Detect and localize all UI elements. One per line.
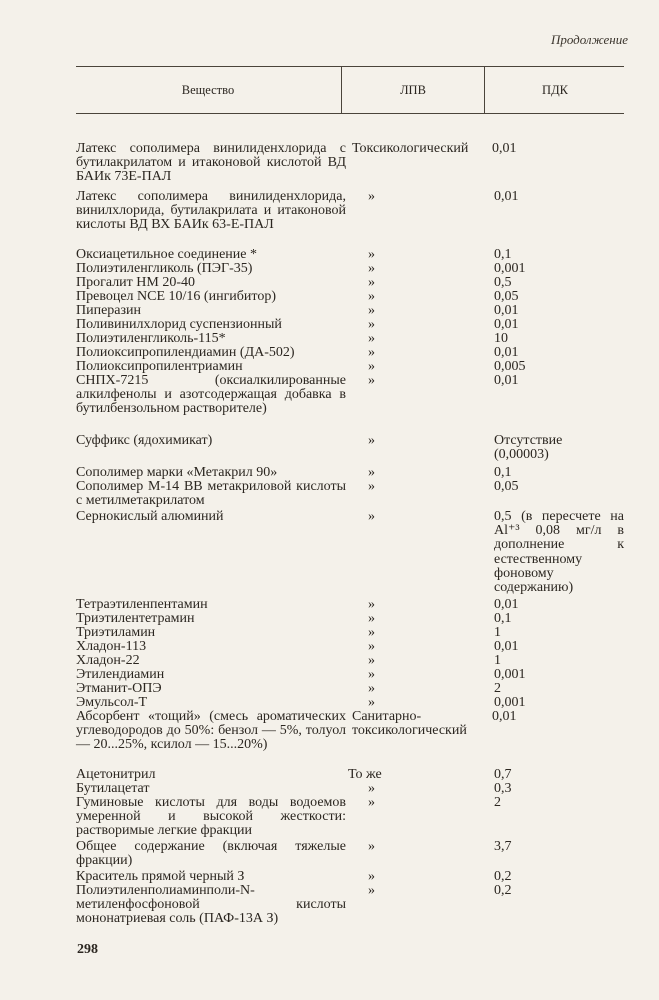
- pdk-cell: 0,5 (в пересчете на Al⁺³ 0,08 мг/л в дополнение к естественному фоновому содержанию): [494, 509, 624, 596]
- lpv-cell: »: [368, 653, 375, 668]
- lpv-cell: »: [368, 869, 375, 884]
- table-row: [76, 796, 636, 840]
- lpv-cell: »: [368, 781, 375, 796]
- pdk-cell: 2: [494, 795, 501, 810]
- table-row: [76, 696, 636, 710]
- pdk-cell: 0,2: [494, 883, 512, 898]
- pdk-cell: 0,01: [494, 373, 519, 388]
- lpv-cell: »: [368, 465, 375, 480]
- lpv-cell: »: [368, 261, 375, 276]
- lpv-cell: »: [368, 289, 375, 304]
- lpv-cell: »: [368, 331, 375, 346]
- header-lpv: ЛПВ: [341, 67, 484, 113]
- substance-cell: Оксиацетильное соединение *: [76, 247, 257, 262]
- substance-cell: Полиэтиленгликоль (ПЭГ-35): [76, 261, 253, 276]
- table-row: [76, 374, 636, 434]
- table-row: [76, 434, 636, 466]
- substance-cell: Эмульсол-Т: [76, 695, 148, 710]
- pdk-cell: 0,01: [494, 639, 519, 654]
- table-row: [76, 360, 636, 374]
- lpv-cell: »: [368, 479, 375, 494]
- lpv-cell: »: [368, 317, 375, 332]
- table-row: [76, 346, 636, 360]
- substance-cell: Полиэтиленгликоль-115*: [76, 331, 226, 346]
- substance-cell: Этманит-ОПЭ: [76, 681, 162, 696]
- lpv-cell: »: [368, 795, 375, 810]
- pdk-cell: 0,05: [494, 479, 519, 494]
- substance-cell: СНПХ-7215 (оксиалкилированные алкилфенолы и азотсодержащая добавка в бутилбензольном растворителе): [76, 373, 346, 417]
- pdk-cell: 0,05: [494, 289, 519, 304]
- lpv-cell: »: [368, 275, 375, 290]
- table-row: [76, 598, 636, 612]
- lpv-cell: »: [368, 681, 375, 696]
- substance-cell: Полиоксипропилентриамин: [76, 359, 243, 374]
- pdk-cell: 1: [494, 653, 501, 668]
- substance-cell: Пиперазин: [76, 303, 142, 318]
- table-row: [76, 142, 636, 190]
- substance-cell: Абсорбент «тощий» (смесь ароматических углеводородов до 50%: бензол — 5%, толуол — 20...25%, ксилол — 15...20%): [76, 709, 346, 753]
- pdk-cell: 0,3: [494, 781, 512, 796]
- table-row: [76, 654, 636, 668]
- pdk-cell: 0,01: [494, 189, 519, 204]
- lpv-cell: »: [368, 509, 375, 524]
- substance-cell: Суффикс (ядохимикат): [76, 433, 213, 448]
- table-row: [76, 640, 636, 654]
- lpv-cell: »: [368, 373, 375, 388]
- lpv-cell: »: [368, 839, 375, 854]
- substance-cell: Латекс сополимера винилиденхлорида, винилхлорида, бутилакрилата и итаконовой кислоты ВД ВХ БАИк 63-Е-ПАЛ: [76, 189, 346, 233]
- pdk-cell: 0,01: [494, 345, 519, 360]
- table-row: [76, 262, 636, 276]
- continuation-label: Продолжение: [550, 32, 628, 47]
- table-row: [76, 710, 636, 768]
- table-row: [76, 332, 636, 346]
- pdk-cell: Отсутствие (0,00003): [494, 433, 563, 463]
- pdk-cell: 3,7: [494, 839, 512, 854]
- lpv-cell: »: [368, 883, 375, 898]
- substance-cell: Ацетонитрил: [76, 767, 156, 782]
- table-row: [76, 782, 636, 796]
- substance-cell: Триэтиламин: [76, 625, 156, 640]
- table-row: [76, 682, 636, 696]
- lpv-cell: »: [368, 597, 375, 612]
- lpv-cell: »: [368, 695, 375, 710]
- table-body: [76, 142, 636, 928]
- table-header: [76, 66, 624, 114]
- pdk-cell: 0,001: [494, 261, 526, 276]
- substance-cell: Полиоксипропилендиамин (ДА-502): [76, 345, 295, 360]
- pdk-cell: 0,001: [494, 695, 526, 710]
- pdk-cell: 0,7: [494, 767, 512, 782]
- table-row: [76, 870, 636, 884]
- substance-cell: Этилендиамин: [76, 667, 165, 682]
- substance-cell: Хладон-113: [76, 639, 147, 654]
- substance-cell: Триэтилентетрамин: [76, 611, 195, 626]
- pdk-cell: 0,001: [494, 667, 526, 682]
- substance-cell: Сернокислый алюминий: [76, 509, 224, 524]
- substance-cell: Поливинилхлорид суспензионный: [76, 317, 282, 332]
- substance-cell: Бутилацетат: [76, 781, 150, 796]
- table-row: [76, 626, 636, 640]
- substance-cell: Гуминовые кислоты для воды водоемов умеренной и высокой жесткости: растворимые легкие фракции: [76, 795, 346, 839]
- lpv-cell: »: [368, 433, 375, 448]
- substance-cell: Латекс сополимера винилиденхлорида с бутилакрилатом и итаконовой кислотой ВД БАИк 73Е-ПАЛ: [76, 141, 346, 185]
- lpv-cell: »: [368, 639, 375, 654]
- table-row: [76, 612, 636, 626]
- lpv-cell: »: [368, 667, 375, 682]
- table-row: [76, 276, 636, 290]
- lpv-cell: »: [368, 303, 375, 318]
- header-pdk: ПДК: [484, 67, 625, 113]
- pdk-cell: 0,1: [494, 465, 512, 480]
- table-row: [76, 190, 636, 248]
- header-substance: Вещество: [181, 82, 235, 97]
- table-row: [76, 466, 636, 480]
- pdk-cell: 1: [494, 625, 501, 640]
- table-row: [76, 510, 636, 598]
- pdk-cell: 0,005: [494, 359, 526, 374]
- table-row: [76, 318, 636, 332]
- pdk-cell: 0,01: [494, 303, 519, 318]
- table-row: [76, 480, 636, 510]
- lpv-cell: »: [368, 611, 375, 626]
- lpv-cell: »: [368, 189, 375, 204]
- table-row: [76, 884, 636, 928]
- lpv-cell: То же: [348, 767, 382, 782]
- pdk-cell: 0,2: [494, 869, 512, 884]
- table-row: [76, 768, 636, 782]
- substance-cell: Сополимер М-14 ВВ метакриловой кислоты с метилметакрилатом: [76, 479, 346, 509]
- table-row: [76, 290, 636, 304]
- pdk-cell: 0,1: [494, 247, 512, 262]
- table-row: [76, 248, 636, 262]
- table-row: [76, 668, 636, 682]
- lpv-cell: »: [368, 625, 375, 640]
- substance-cell: Полиэтиленполиаминполи-N-метиленфосфоновой кислоты мононатриевая соль (ПАФ-13А З): [76, 883, 346, 927]
- pdk-cell: 2: [494, 681, 501, 696]
- table-row: [76, 304, 636, 318]
- lpv-cell: »: [368, 345, 375, 360]
- substance-cell: Прогалит НМ 20-40: [76, 275, 196, 290]
- pdk-cell: 0,01: [494, 317, 519, 332]
- lpv-cell: »: [368, 247, 375, 262]
- substance-cell: Сополимер марки «Метакрил 90»: [76, 465, 278, 480]
- lpv-cell: »: [368, 359, 375, 374]
- lpv-cell: Токсикологический: [352, 141, 469, 156]
- substance-cell: Краситель прямой черный З: [76, 869, 245, 884]
- substance-cell: Превоцел NCE 10/16 (ингибитор): [76, 289, 277, 304]
- page-number: 298: [77, 942, 98, 957]
- pdk-cell: 10: [494, 331, 508, 346]
- pdk-cell: 0,01: [492, 141, 517, 156]
- substance-cell: Тетраэтиленпентамин: [76, 597, 208, 612]
- pdk-cell: 0,01: [494, 597, 519, 612]
- lpv-cell: Санитарно-токсикологический: [352, 709, 467, 739]
- substance-cell: Хладон-22: [76, 653, 140, 668]
- pdk-cell: 0,01: [492, 709, 517, 724]
- table-row: [76, 840, 636, 870]
- pdk-cell: 0,1: [494, 611, 512, 626]
- pdk-cell: 0,5: [494, 275, 512, 290]
- substance-cell: Общее содержание (включая тяжелые фракции): [76, 839, 346, 869]
